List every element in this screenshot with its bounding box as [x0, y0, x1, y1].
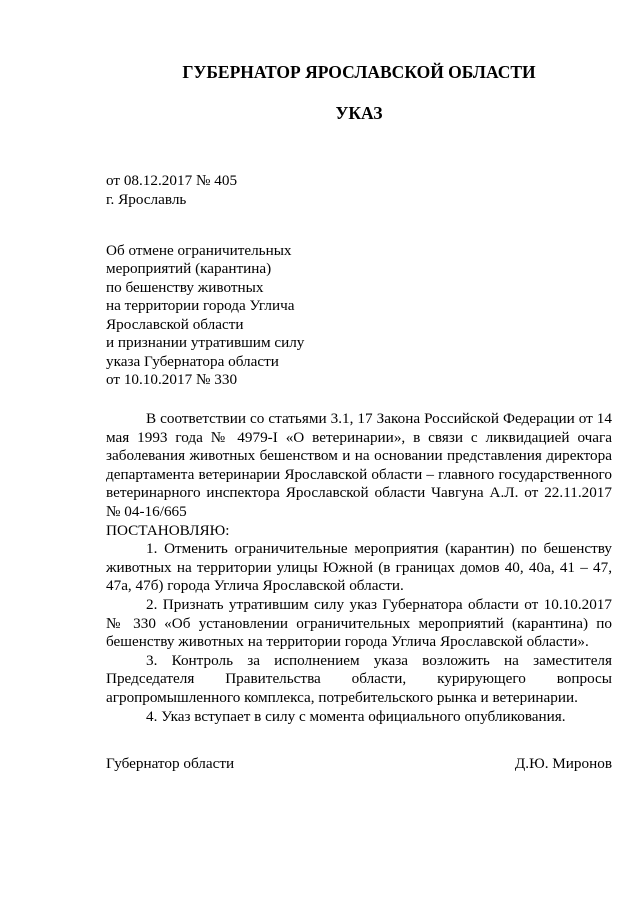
subject-line: указа Губернатора области — [106, 353, 279, 370]
document-type: УКАЗ — [335, 103, 383, 123]
document-authority: ГУБЕРНАТОР ЯРОСЛАВСКОЙ ОБЛАСТИ — [182, 62, 536, 82]
signature-position: Губернатор области — [106, 755, 235, 772]
decree-word: ПОСТАНОВЛЯЮ: — [106, 521, 230, 539]
subject-line: от 10.10.2017 № 330 — [106, 371, 238, 388]
subject-line: по бешенству животных — [106, 279, 264, 296]
decree-item: 1. Отменить ограничительные мероприятия (карантин) по бешенству животных на территории улицы Южной (в границах домов 40, 40а, 41 – 47, 47а, 47б) города Углича Ярославской области. — [106, 540, 612, 595]
decree-item: 4. Указ вступает в силу с момента официального опубликования. — [146, 707, 566, 725]
decree-item: 3. Контроль за исполнением указа возложить на заместителя Председателя Правительства области, курирующего вопросы агропромышленного комплекса, потребительского рынка и ветеринарии. — [106, 651, 612, 706]
subject-line: на территории города Углича — [106, 297, 295, 314]
subject-line: Ярославской области — [106, 316, 244, 333]
decree-item: 2. Признать утратившим силу указ Губернатора области от 10.10.2017 № 330 «Об установлении ограничительных мероприятий (карантина) по бешенству животных на территории города Углича Ярославской области». — [106, 595, 612, 651]
signature-name: Д.Ю. Миронов — [514, 755, 612, 772]
subject-line: и признании утратившим силу — [106, 334, 305, 351]
preamble-paragraph: В соответствии со статьями 3.1, 17 Закона Российской Федерации от 14 мая 1993 года № 4979-I «О ветеринарии», в связи с ликвидацией очага заболевания животных бешенством и на основании представления директора департамента ветеринарии Ярославской области – главного государственного ветеринарного инспектора Ярославской области Чавгуна А.Л. от 22.11.2017 № 04-16/665 — [106, 410, 612, 520]
document-body — [106, 410, 612, 726]
document-date-number: от 08.12.2017 № 405 — [106, 172, 238, 189]
subject-line: мероприятий (карантина) — [106, 260, 272, 277]
subject-line: Об отмене ограничительных — [106, 242, 292, 259]
document-city: г. Ярославль — [106, 191, 187, 208]
